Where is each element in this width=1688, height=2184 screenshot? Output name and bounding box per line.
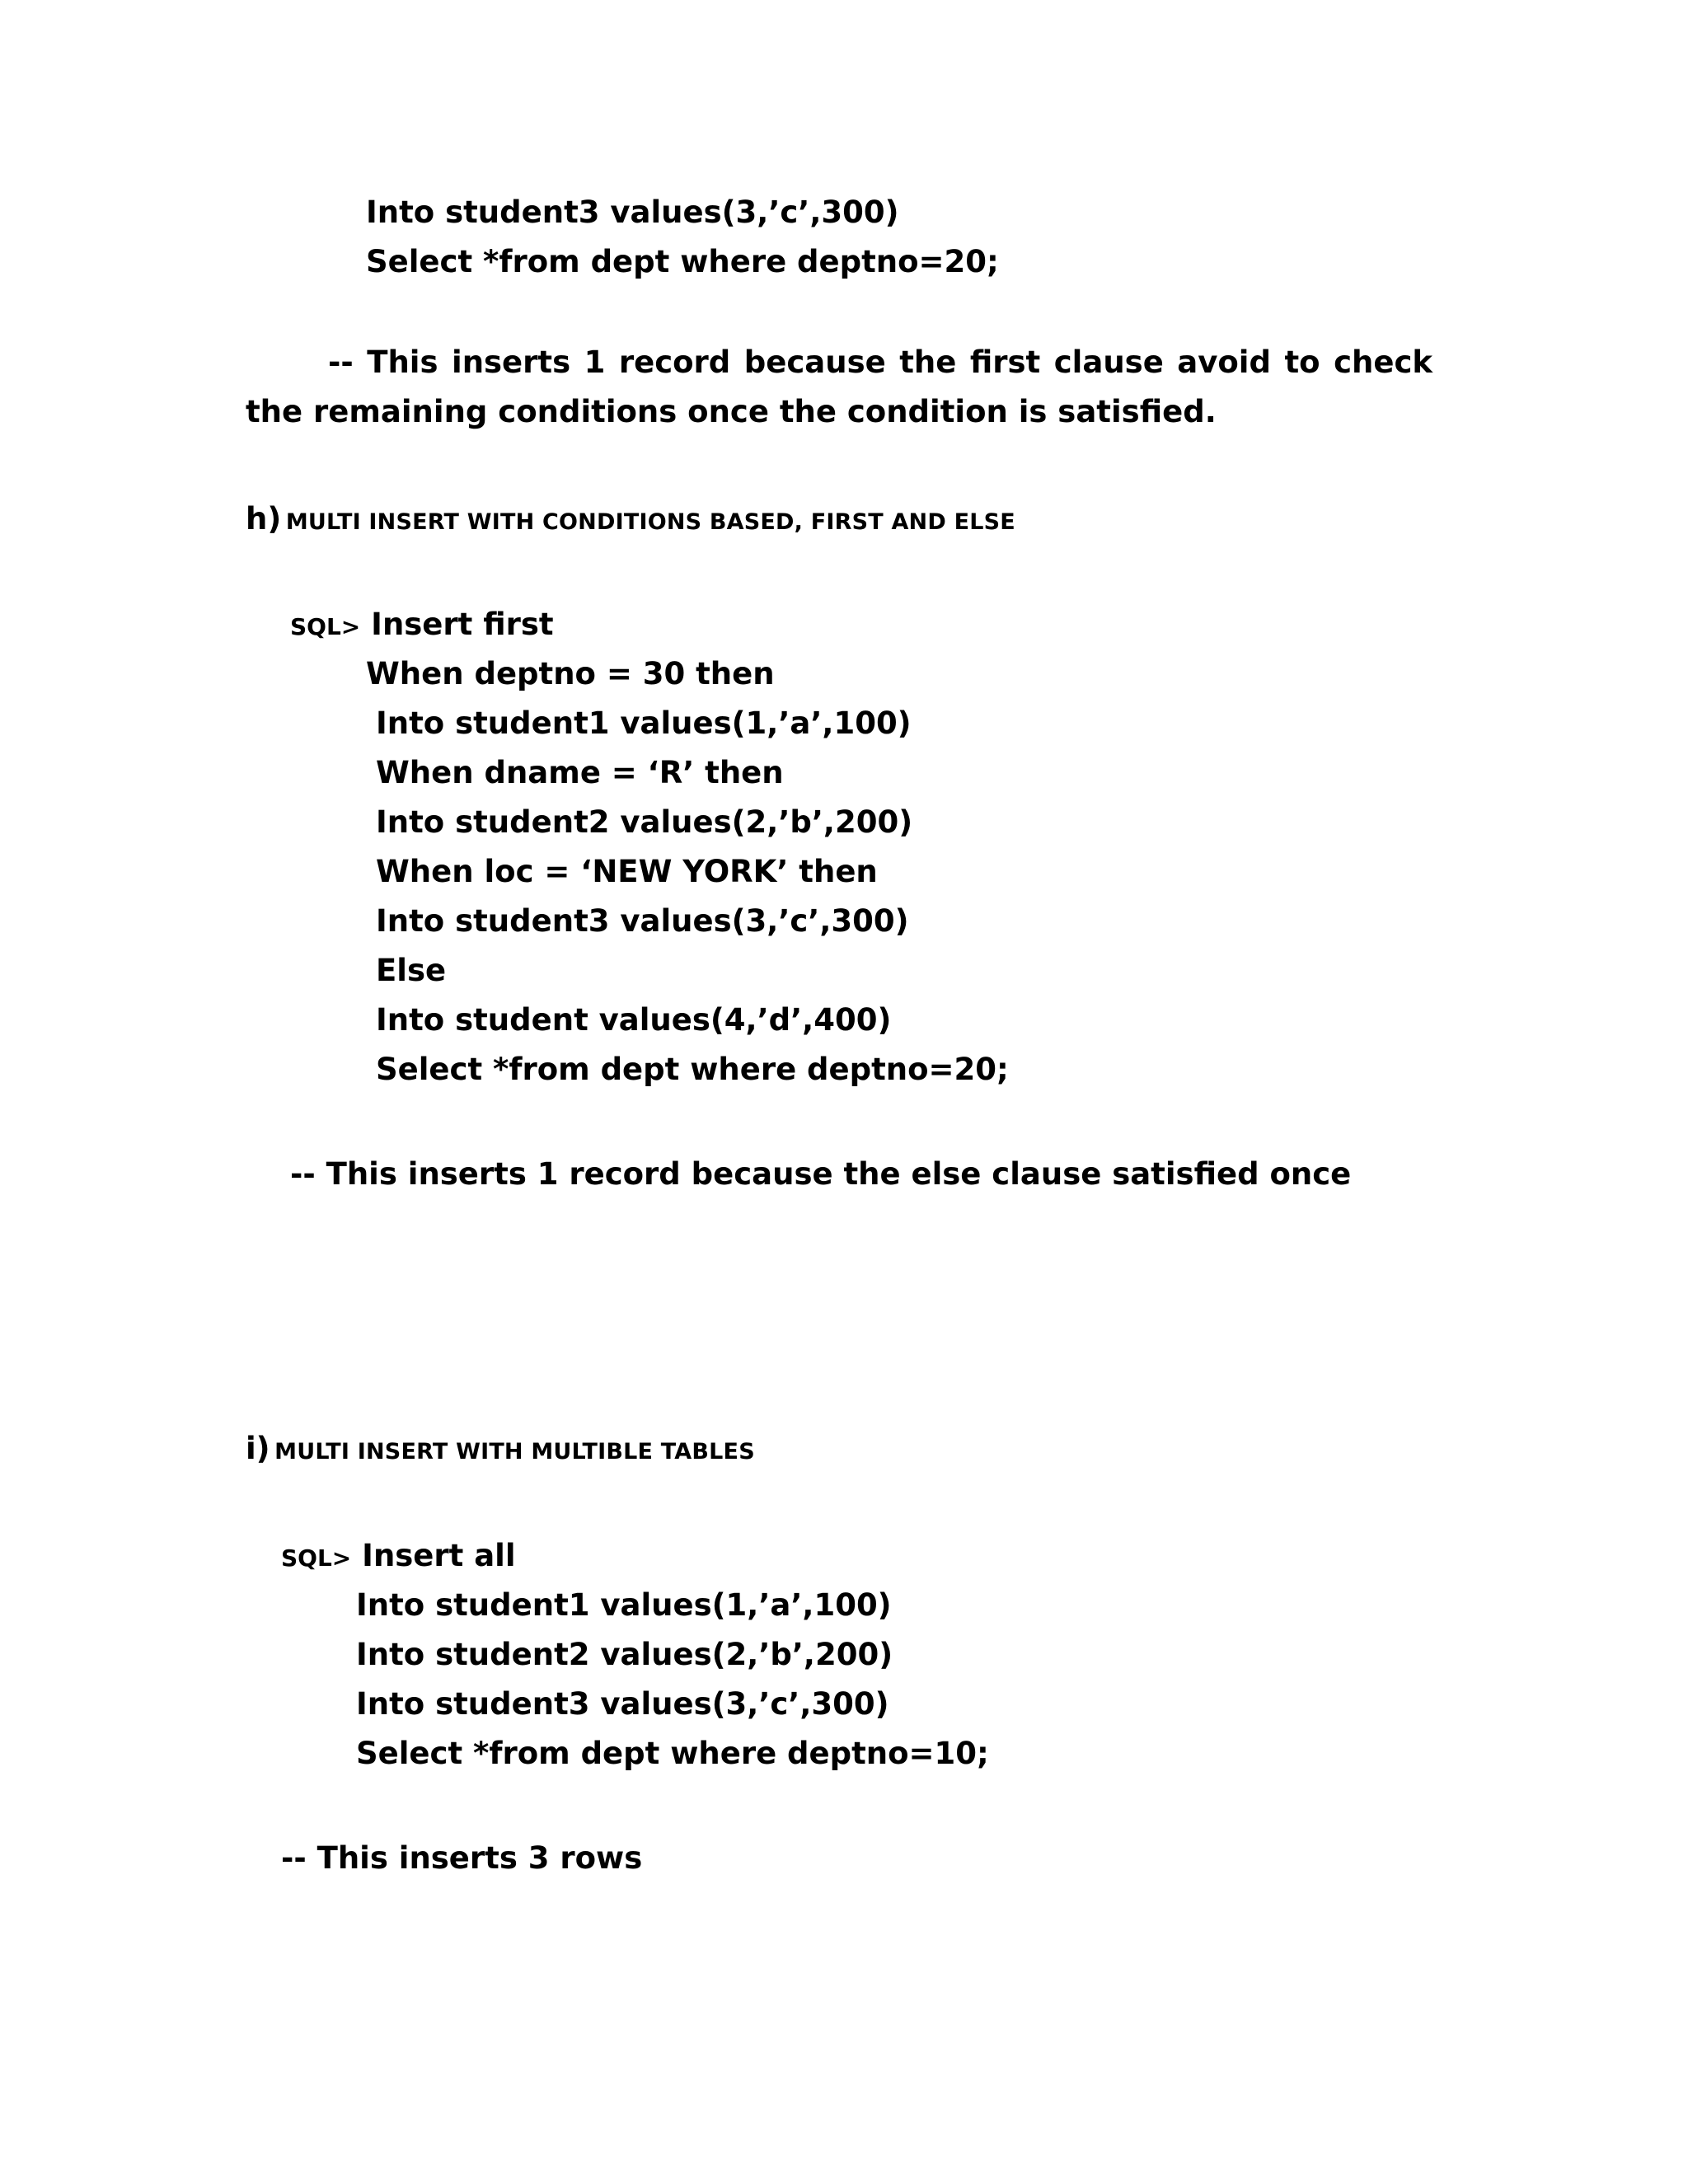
- code-line: Select *from dept where deptno=10;: [356, 1736, 989, 1771]
- section-title: MULTI INSERT WITH MULTIBLE TABLES: [274, 1439, 755, 1465]
- note-paragraph: [246, 338, 1432, 437]
- section-title: MULTI INSERT WITH CONDITIONS BASED, FIRST AND ELSE: [285, 509, 1015, 535]
- sql-prompt: SQL>: [281, 1544, 352, 1572]
- section-letter: h): [246, 501, 282, 537]
- sql-prompt: SQL>: [290, 613, 361, 640]
- section-heading-h: [246, 494, 1015, 550]
- code-line: Into student2 values(2,’b’,200): [356, 1637, 893, 1672]
- section-heading-i: [246, 1424, 755, 1479]
- code-line: When loc = ‘NEW YORK’ then: [376, 854, 878, 889]
- note-line: -- This inserts 3 rows: [281, 1840, 643, 1876]
- code-line: Into student1 values(1,’a’,100): [376, 705, 912, 741]
- sql-statement-start: [281, 1531, 516, 1583]
- code-line: When deptno = 30 then: [366, 656, 775, 691]
- code-line: Into student2 values(2,’b’,200): [376, 804, 913, 840]
- sql-command: Insert first: [371, 607, 554, 642]
- section-letter: i): [246, 1431, 270, 1466]
- code-line: Into student3 values(3,’c’,300): [366, 194, 899, 230]
- code-line: Select *from dept where deptno=20;: [376, 1052, 1009, 1087]
- note-line: -- This inserts 1 record because the else clause satisfied once: [290, 1156, 1352, 1192]
- sql-command: Insert all: [362, 1538, 516, 1573]
- code-line: Into student1 values(1,’a’,100): [356, 1587, 892, 1623]
- code-line: Select *from dept where deptno=20;: [366, 244, 999, 279]
- code-line: Into student3 values(3,’c’,300): [356, 1686, 889, 1722]
- sql-statement-start: [290, 600, 554, 652]
- note-text: -- This inserts 1 record because the first clause avoid to check the remaining conditions once the condition is satisfied.: [246, 344, 1432, 429]
- code-line: When dname = ‘R’ then: [376, 755, 784, 790]
- code-line: Into student3 values(3,’c’,300): [376, 903, 909, 939]
- code-line: Into student values(4,’d’,400): [376, 1002, 892, 1038]
- code-line: Else: [376, 953, 447, 988]
